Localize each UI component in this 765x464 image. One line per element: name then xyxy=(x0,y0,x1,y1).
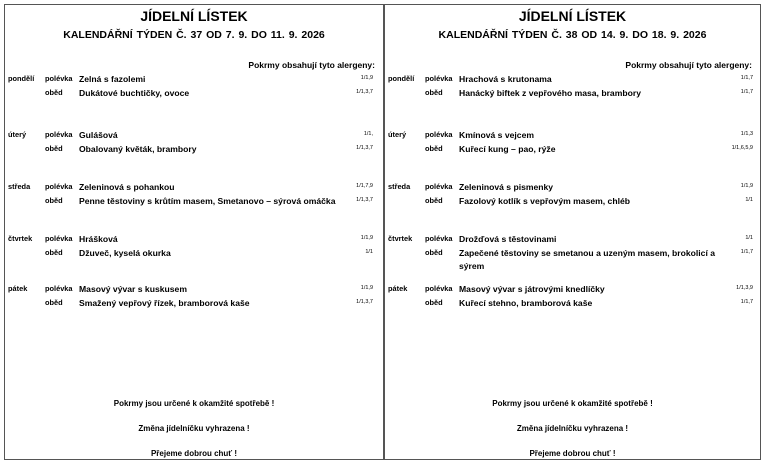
day-name: pondělí xyxy=(388,74,415,83)
day-name: pondělí xyxy=(8,74,35,83)
soup-allergens: 1/1,3,9 xyxy=(736,285,753,291)
week-heading: KALENDÁŘNÍ TÝDEN Č. 38 OD 14. 9. DO 18. 9. 2026 xyxy=(438,29,707,41)
soup-row xyxy=(5,73,383,87)
soup-name: Zeleninová s pismenky xyxy=(459,182,554,192)
main-row xyxy=(5,297,383,311)
main-row xyxy=(5,195,383,209)
main-dish-name: Penne těstoviny s krůtím masem, Smetanovo – sýrová omáčka xyxy=(79,196,336,206)
soup-name: Masový vývar s játrovými knedlíčky xyxy=(459,284,605,294)
soup-allergens: 1/1,9 xyxy=(360,285,373,291)
day-name: úterý xyxy=(388,130,407,139)
soup-label: polévka xyxy=(45,182,73,191)
footer-line-1: Pokrmy jsou určené k okamžité spotřebě ! xyxy=(492,399,653,408)
day-block xyxy=(385,283,763,311)
menu-title: JÍDELNÍ LÍSTEK xyxy=(140,8,248,24)
main-row xyxy=(385,195,763,209)
main-row xyxy=(5,143,383,157)
soup-name: Kmínová s vejcem xyxy=(459,130,534,140)
soup-allergens: 1/1,7,9 xyxy=(356,183,373,189)
main-allergens: 1/1,7 xyxy=(740,249,753,255)
day-name: pátek xyxy=(388,284,408,293)
main-dish-name: Zapečené těstoviny se smetanou a uzeným masem, brokolicí a sýrem xyxy=(459,248,715,271)
main-label: oběd xyxy=(45,196,63,205)
soup-label: polévka xyxy=(45,234,73,243)
footer-line-3: Přejeme dobrou chuť ! xyxy=(529,449,616,458)
day-name: středa xyxy=(388,182,411,191)
main-dish-name: Hanácký biftek z vepřového masa, brambory xyxy=(459,88,641,98)
footer-line-2: Změna jídelníčku vyhrazena ! xyxy=(138,424,250,433)
soup-name: Masový vývar s kuskusem xyxy=(79,284,187,294)
day-name: pátek xyxy=(8,284,28,293)
main-dish-name: Fazolový kotlík s vepřovým masem, chléb xyxy=(459,196,630,206)
week-heading: KALENDÁŘNÍ TÝDEN Č. 37 OD 7. 9. DO 11. 9. 2026 xyxy=(63,29,325,41)
soup-allergens: 1/1,9 xyxy=(360,235,373,241)
soup-name: Hrachová s krutonama xyxy=(459,74,552,84)
soup-row xyxy=(385,73,763,87)
main-row xyxy=(385,247,763,271)
main-allergens: 1/1,3,7 xyxy=(356,89,373,95)
soup-label: polévka xyxy=(425,234,453,243)
day-block xyxy=(5,233,383,261)
soup-label: polévka xyxy=(425,284,453,293)
main-allergens: 1/1 xyxy=(365,249,373,255)
soup-name: Zelná s fazolemi xyxy=(79,74,146,84)
soup-label: polévka xyxy=(45,130,73,139)
day-block xyxy=(385,233,763,271)
menu-week-37 xyxy=(4,4,384,460)
day-block xyxy=(5,129,383,157)
soup-label: polévka xyxy=(425,74,453,83)
main-label: oběd xyxy=(425,196,443,205)
soup-label: polévka xyxy=(425,182,453,191)
footer-line-3: Přejeme dobrou chuť ! xyxy=(150,449,238,458)
menu-week-38 xyxy=(384,4,761,460)
soup-row xyxy=(385,233,763,247)
footer-line-1: Pokrmy jsou určené k okamžité spotřebě ! xyxy=(113,399,275,408)
main-label: oběd xyxy=(425,88,443,97)
allergen-header: Pokrmy obsahují tyto alergeny: xyxy=(625,60,752,70)
soup-row xyxy=(385,129,763,143)
main-label: oběd xyxy=(425,144,443,153)
main-row xyxy=(385,87,763,101)
soup-row xyxy=(385,181,763,195)
allergen-header: Pokrmy obsahují tyto alergeny: xyxy=(248,60,375,70)
main-allergens: 1/1,7 xyxy=(740,89,753,95)
main-label: oběd xyxy=(45,248,63,257)
main-dish-name: Smažený vepřový řízek, bramborová kaše xyxy=(79,298,250,308)
day-block xyxy=(385,181,763,209)
main-allergens: 1/1 xyxy=(745,197,753,203)
main-label: oběd xyxy=(45,298,63,307)
main-dish-name: Dukátové buchtičky, ovoce xyxy=(79,88,190,98)
main-allergens: 1/1,3,7 xyxy=(356,197,373,203)
soup-row xyxy=(5,283,383,297)
soup-allergens: 1/1, xyxy=(363,131,373,137)
main-row xyxy=(385,143,763,157)
main-allergens: 1/1,6,5,9 xyxy=(731,145,753,151)
main-label: oběd xyxy=(45,144,63,153)
day-block xyxy=(5,73,383,101)
day-block xyxy=(5,181,383,209)
soup-allergens: 1/1,9 xyxy=(740,183,753,189)
day-block xyxy=(385,73,763,101)
soup-label: polévka xyxy=(45,284,73,293)
main-dish-name: Džuveč, kyselá okurka xyxy=(79,248,171,258)
day-name: středa xyxy=(8,182,31,191)
soup-label: polévka xyxy=(45,74,73,83)
day-block xyxy=(385,129,763,157)
day-block xyxy=(5,283,383,311)
main-allergens: 1/1,3,7 xyxy=(356,145,373,151)
soup-allergens: 1/1 xyxy=(745,235,753,241)
footer-line-2: Změna jídelníčku vyhrazena ! xyxy=(516,424,629,433)
main-label: oběd xyxy=(425,298,443,307)
main-label: oběd xyxy=(425,248,443,257)
soup-name: Drožďová s těstovinami xyxy=(459,234,557,244)
menu-title: JÍDELNÍ LÍSTEK xyxy=(518,8,627,24)
soup-allergens: 1/1,3 xyxy=(740,131,753,137)
soup-name: Zeleninová s pohankou xyxy=(79,182,175,192)
day-name: úterý xyxy=(8,130,27,139)
day-name: čtvrtek xyxy=(388,234,413,243)
main-allergens: 1/1,3,7 xyxy=(356,299,373,305)
soup-row xyxy=(5,129,383,143)
soup-row xyxy=(5,233,383,247)
main-dish-name: Kuřecí stehno, bramborová kaše xyxy=(459,298,593,308)
main-label: oběd xyxy=(45,88,63,97)
main-row xyxy=(5,247,383,261)
main-row xyxy=(385,297,763,311)
soup-label: polévka xyxy=(425,130,453,139)
soup-allergens: 1/1,7 xyxy=(740,75,753,81)
soup-name: Hrášková xyxy=(79,234,118,244)
soup-row xyxy=(5,181,383,195)
main-row xyxy=(5,87,383,101)
soup-row xyxy=(385,283,763,297)
main-dish-name: Kuřecí kung – pao, rýže xyxy=(459,144,556,154)
soup-name: Gulášová xyxy=(79,130,118,140)
soup-allergens: 1/1,9 xyxy=(360,75,373,81)
main-dish-name: Obalovaný květák, brambory xyxy=(79,144,197,154)
day-name: čtvrtek xyxy=(8,234,33,243)
main-allergens: 1/1,7 xyxy=(740,299,753,305)
